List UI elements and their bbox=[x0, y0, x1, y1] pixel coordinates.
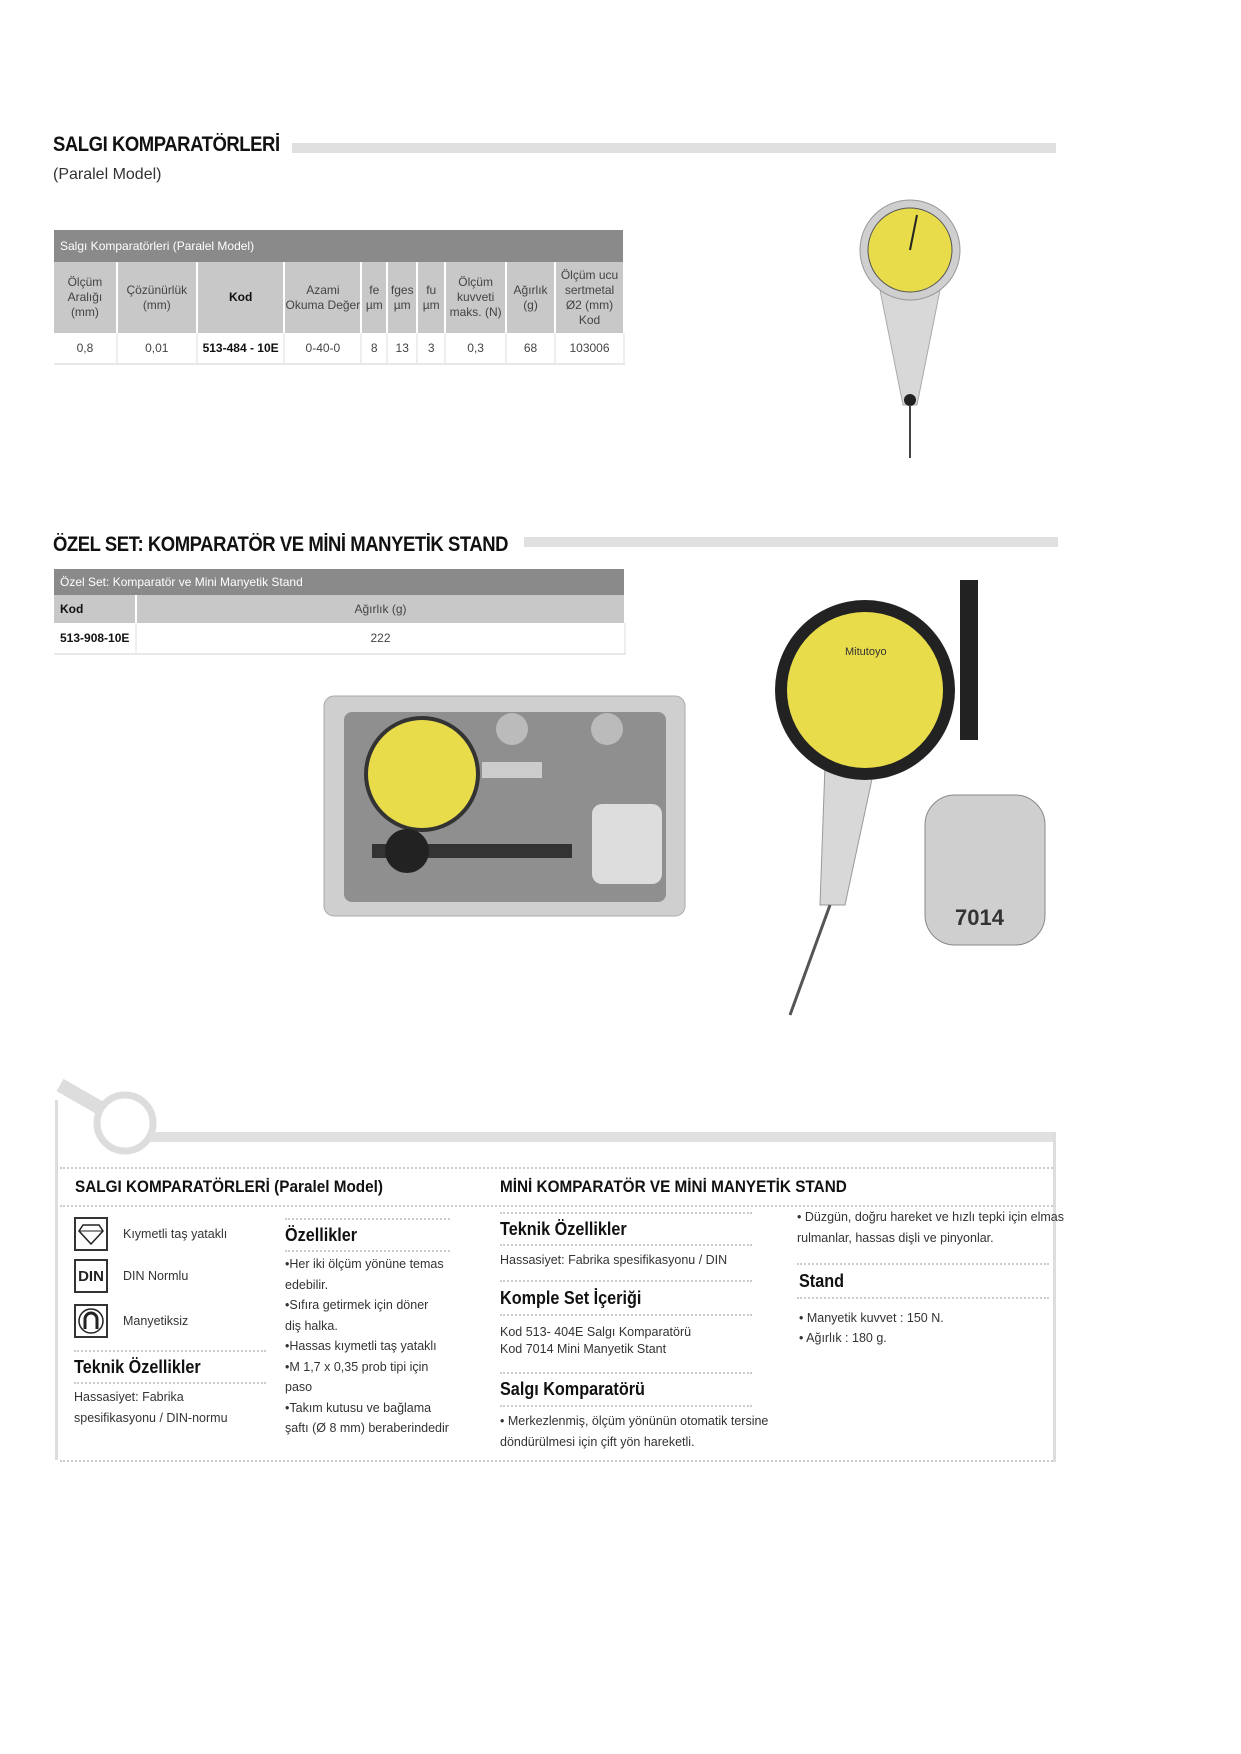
icon-label: DIN Normlu bbox=[123, 1269, 189, 1283]
col-header: fe µm bbox=[361, 262, 387, 333]
line: paso bbox=[285, 1380, 313, 1394]
title-rule bbox=[292, 143, 1056, 153]
line: •Hassas kıymetli taş yataklı bbox=[285, 1339, 437, 1353]
table-row bbox=[54, 333, 624, 364]
line: Hassasiyet: Fabrika bbox=[74, 1390, 184, 1404]
panel-left-title: SALGI KOMPARATÖRLERİ (Paralel Model) bbox=[75, 1177, 384, 1196]
divider bbox=[500, 1280, 752, 1282]
cell: 0,01 bbox=[117, 333, 197, 364]
col-header: Ölçüm ucu sertmetal Ø2 (mm) Kod bbox=[555, 262, 624, 333]
panel-border bbox=[55, 1100, 58, 1460]
diamond-icon bbox=[74, 1217, 108, 1251]
line: edebilir. bbox=[285, 1277, 329, 1292]
features-list bbox=[285, 1254, 449, 1439]
line: • Merkezlenmiş, ölçüm yönünün otomatik tersine bbox=[500, 1414, 769, 1428]
divider bbox=[285, 1218, 450, 1220]
section-title: ÖZEL SET: KOMPARATÖR VE MİNİ MANYETİK STAND bbox=[53, 533, 509, 556]
title-rule bbox=[524, 537, 1058, 547]
col-header: Çözünürlük (mm) bbox=[117, 262, 197, 333]
col-header: fges µm bbox=[387, 262, 417, 333]
magnifier-icon bbox=[50, 1075, 160, 1170]
line: şaftı (Ø 8 mm) beraberindedir bbox=[285, 1421, 449, 1435]
divider bbox=[500, 1314, 752, 1316]
line: •M 1,7 x 0,35 prob tipi için bbox=[285, 1359, 429, 1374]
col-header: Azami Okuma Değer bbox=[284, 262, 361, 333]
line: •Her iki ölçüm yönüne temas bbox=[285, 1257, 444, 1271]
line: rulmanlar, hassas dişli ve pinyonlar. bbox=[797, 1231, 994, 1245]
cell: 68 bbox=[506, 333, 555, 364]
col-header: fu µm bbox=[417, 262, 445, 333]
text-block bbox=[797, 1207, 1064, 1249]
cell: 8 bbox=[361, 333, 387, 364]
divider bbox=[500, 1372, 752, 1374]
case-set-image bbox=[322, 694, 687, 919]
line: • Manyetik kuvvet : 150 N. bbox=[799, 1311, 944, 1325]
heading: Özellikler bbox=[285, 1225, 358, 1245]
cell: 513-484 - 10E bbox=[197, 333, 285, 364]
cell: 0,3 bbox=[445, 333, 506, 364]
col-header: Kod bbox=[54, 595, 136, 623]
divider bbox=[60, 1167, 1053, 1169]
stand-label: 7014 bbox=[955, 905, 1004, 930]
line: • Düzgün, doğru hareket ve hızlı tepki için elmas bbox=[797, 1210, 1065, 1224]
heading: Komple Set İçeriği bbox=[500, 1288, 642, 1308]
cell: 0,8 bbox=[54, 333, 117, 364]
divider bbox=[797, 1263, 1049, 1265]
spec-table bbox=[54, 230, 625, 365]
divider bbox=[500, 1244, 752, 1246]
line: •Takım kutusu ve bağlama bbox=[285, 1400, 432, 1415]
text-block bbox=[74, 1387, 228, 1429]
line: spesifikasyonu / DIN-normu bbox=[74, 1411, 228, 1425]
cell: 513-908-10E bbox=[54, 623, 136, 654]
line: Kod 7014 Mini Manyetik Stant bbox=[500, 1342, 667, 1356]
dial-indicator-image bbox=[855, 190, 965, 465]
line: Kod 513- 404E Salgı Komparatörü bbox=[500, 1325, 692, 1339]
text-block bbox=[500, 1324, 691, 1358]
panel-right-title: MİNİ KOMPARATÖR VE MİNİ MANYETİK STAND bbox=[500, 1177, 847, 1196]
stand-set-image bbox=[775, 575, 1060, 1025]
col-header: Ölçüm Aralığı (mm) bbox=[54, 262, 117, 333]
col-header: Ağırlık (g) bbox=[506, 262, 555, 333]
divider bbox=[60, 1460, 1053, 1462]
divider bbox=[500, 1212, 752, 1214]
cell: 3 bbox=[417, 333, 445, 364]
icon-label: Kıymetli taş yataklı bbox=[123, 1227, 228, 1241]
table-caption: Salgı Komparatörleri (Paralel Model) bbox=[54, 230, 624, 262]
set-table bbox=[54, 569, 626, 655]
heading: Teknik Özellikler bbox=[500, 1219, 627, 1239]
heading: Salgı Komparatörü bbox=[500, 1379, 645, 1399]
divider bbox=[500, 1405, 752, 1407]
line: döndürülmesi için çift yön hareketli. bbox=[500, 1435, 695, 1449]
col-header: Ağırlık (g) bbox=[136, 595, 625, 623]
brand-label: Mitutoyo bbox=[845, 646, 887, 658]
panel-rule bbox=[150, 1132, 1056, 1142]
magnet-icon bbox=[74, 1304, 108, 1338]
cell: 0-40-0 bbox=[284, 333, 361, 364]
line: diş halka. bbox=[285, 1318, 338, 1333]
col-header: Kod bbox=[197, 262, 285, 333]
divider bbox=[74, 1350, 266, 1352]
divider bbox=[797, 1297, 1049, 1299]
divider bbox=[285, 1250, 450, 1252]
text-block: Hassasiyet: Fabrika spesifikasyonu / DIN bbox=[500, 1253, 728, 1267]
panel-border bbox=[1053, 1132, 1056, 1462]
cell: 13 bbox=[387, 333, 417, 364]
din-icon: DIN bbox=[74, 1259, 108, 1293]
table-row bbox=[54, 623, 625, 654]
cell: 103006 bbox=[555, 333, 624, 364]
text-block bbox=[500, 1411, 768, 1453]
heading: Stand bbox=[799, 1271, 845, 1291]
line: •Sıfıra getirmek için döner bbox=[285, 1298, 429, 1312]
line: • Ağırlık : 180 g. bbox=[799, 1331, 887, 1345]
table-caption: Özel Set: Komparatör ve Mini Manyetik Stand bbox=[54, 569, 625, 595]
divider bbox=[74, 1382, 266, 1384]
col-header: Ölçüm kuvveti maks. (N) bbox=[445, 262, 506, 333]
heading: Teknik Özellikler bbox=[74, 1357, 201, 1377]
section-title: SALGI KOMPARATÖRLERİ bbox=[53, 133, 280, 156]
icon-label: Manyetiksiz bbox=[123, 1314, 189, 1328]
cell: 222 bbox=[136, 623, 625, 654]
text-block bbox=[799, 1308, 944, 1348]
section-subtitle: (Paralel Model) bbox=[53, 166, 162, 183]
